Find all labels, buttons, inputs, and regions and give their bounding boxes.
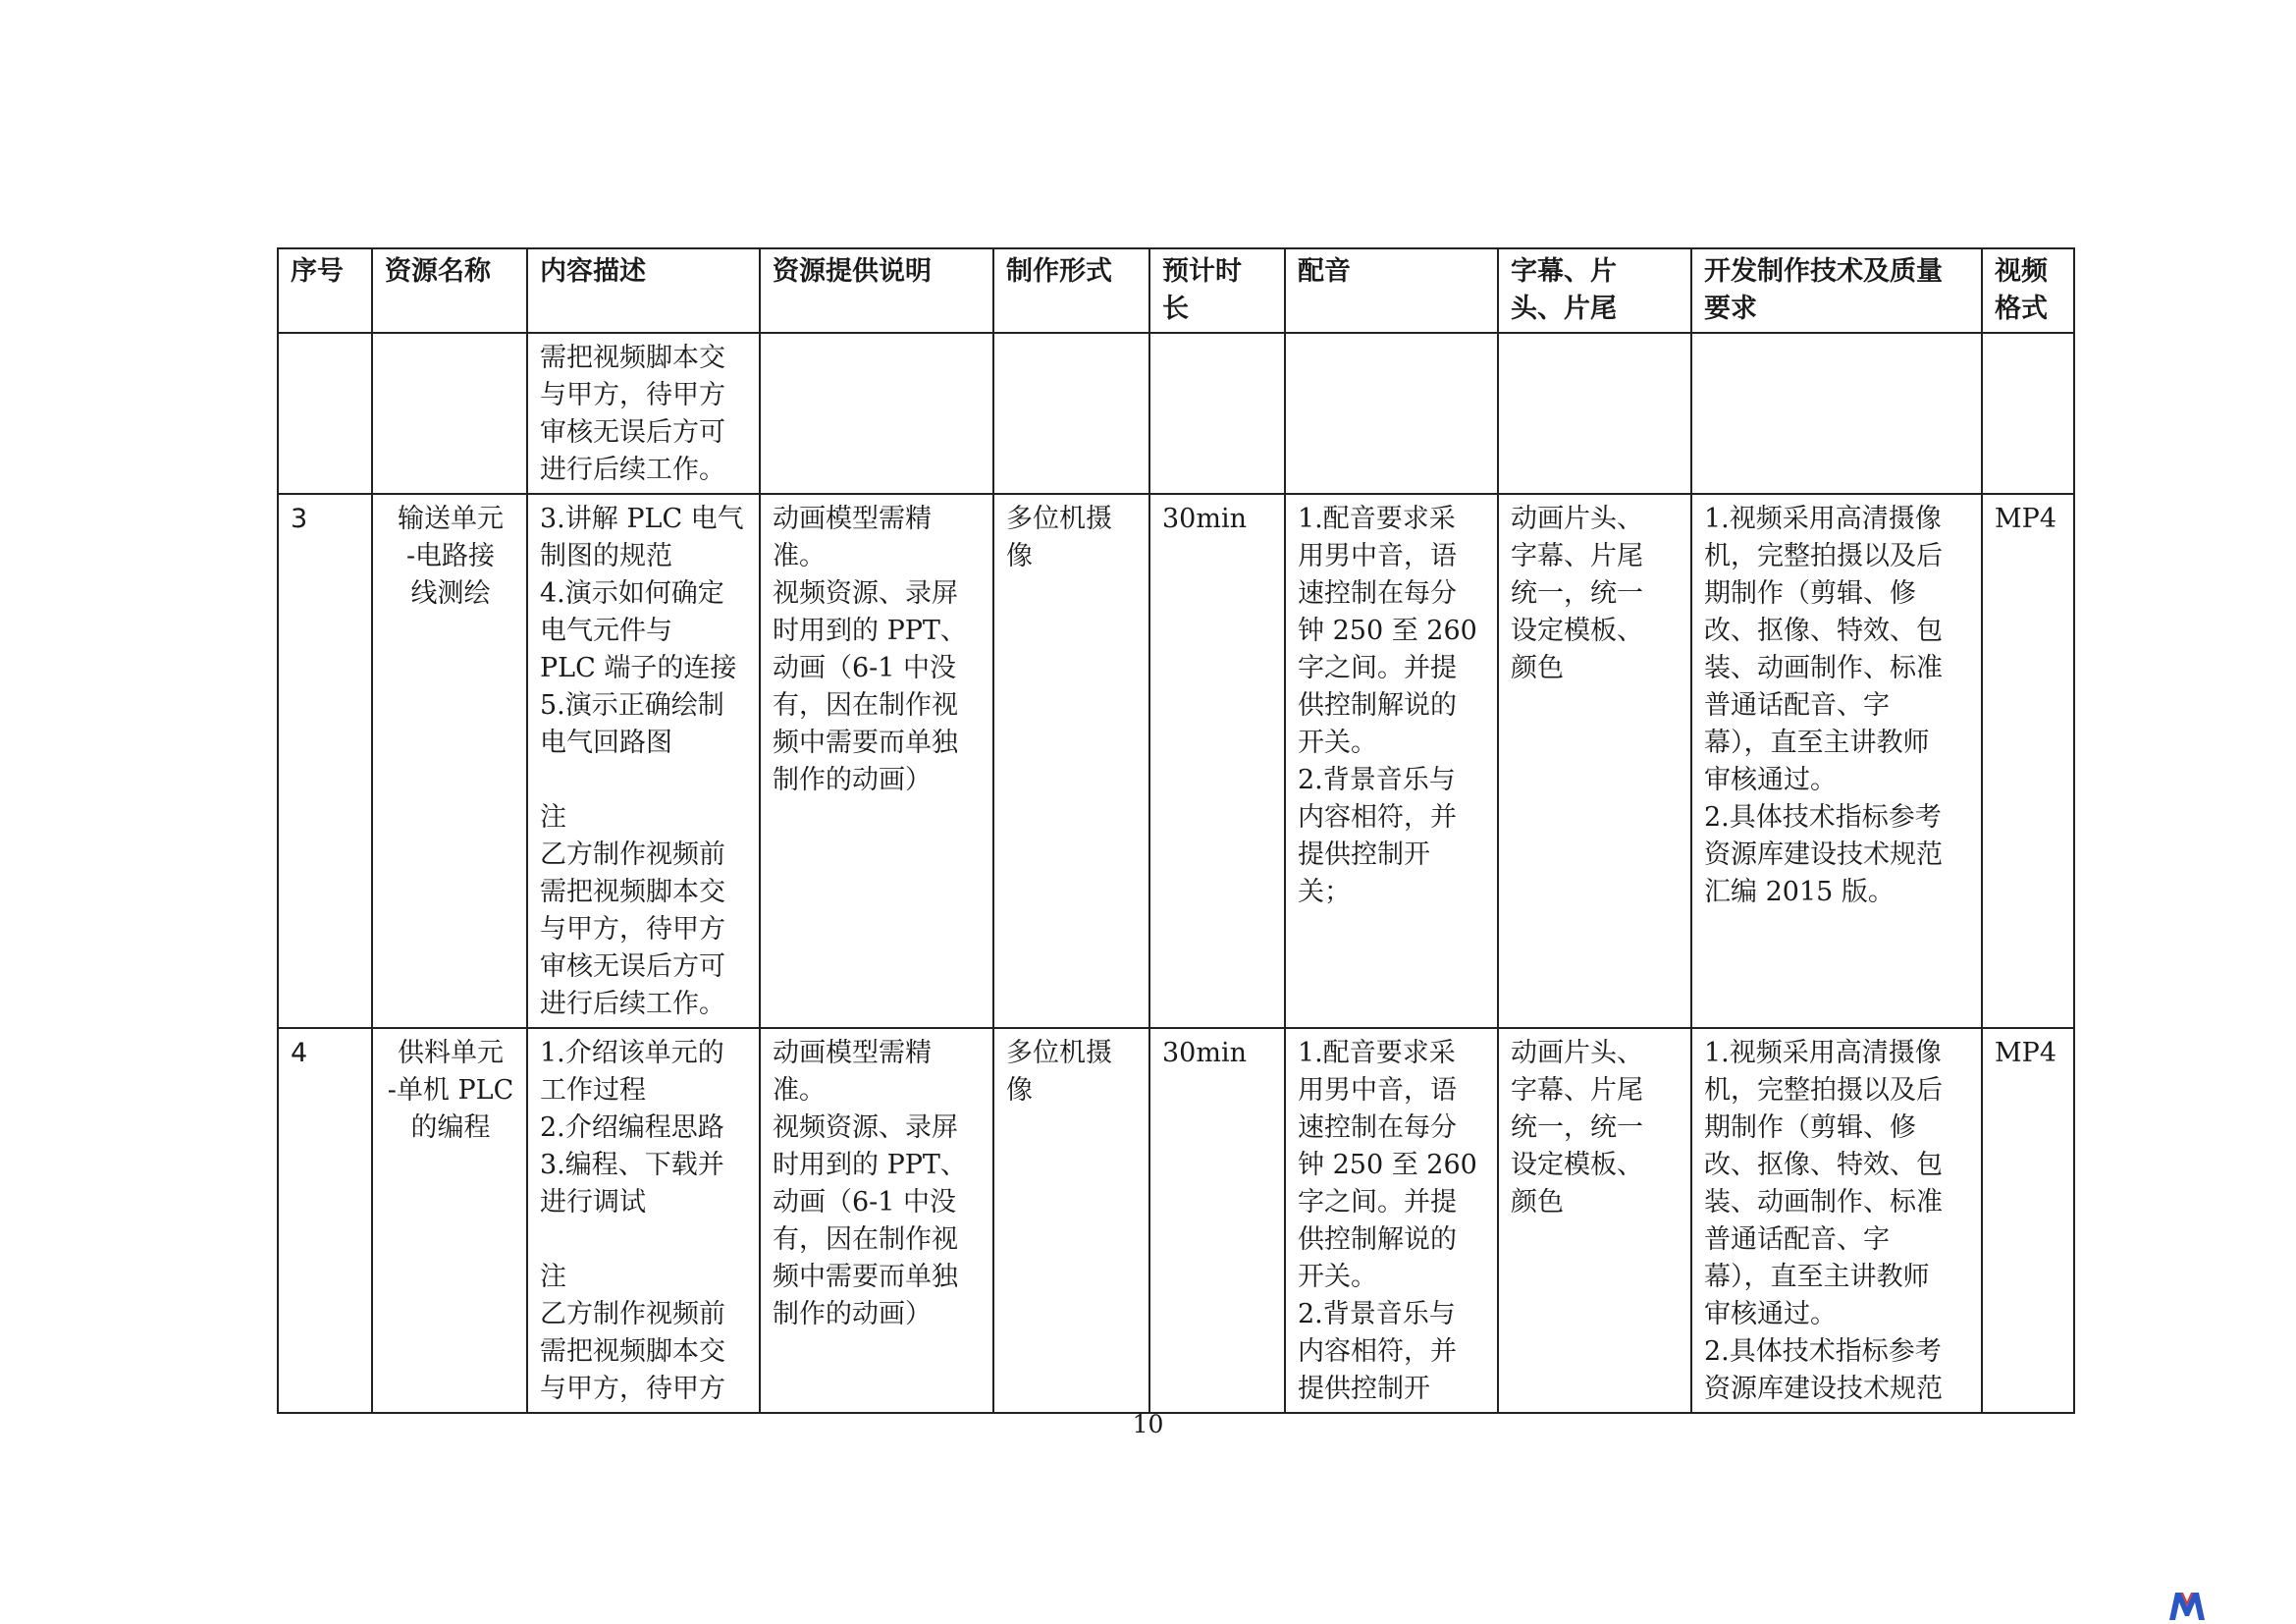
header-cell-subtitle: 字幕、片 头、片尾 <box>1498 248 1691 333</box>
table-row <box>278 1028 2074 1413</box>
table-row <box>278 494 2074 1028</box>
resource-table <box>277 247 2075 1414</box>
header-cell-provide: 资源提供说明 <box>760 248 993 333</box>
cell-num: 4 <box>278 1028 372 1413</box>
cell-num: 3 <box>278 494 372 1028</box>
header-cell-voice: 配音 <box>1285 248 1498 333</box>
cell-format <box>1982 333 2074 494</box>
header-cell-duration: 预计时 长 <box>1149 248 1285 333</box>
cell-num <box>278 333 372 494</box>
cell-duration: 30min <box>1149 1028 1285 1413</box>
cell-subtitle <box>1498 333 1691 494</box>
header-cell-name: 资源名称 <box>372 248 527 333</box>
cell-desc: 需把视频脚本交 与甲方，待甲方 审核无误后方可 进行后续工作。 <box>527 333 760 494</box>
cell-provide <box>760 333 993 494</box>
corner-logo-icon <box>2167 1589 2207 1622</box>
cell-name <box>372 333 527 494</box>
cell-tech: 1.视频采用高清摄像 机，完整拍摄以及后 期制作（剪辑、修 改、抠像、特效、包 装、动画制作、标准 普通话配音、字 幕），直至主讲教师 审核通过。 2.具体技术指标参考 资源库建设技术规范 <box>1691 1028 1982 1413</box>
cell-format: MP4 <box>1982 494 2074 1028</box>
cell-form: 多位机摄 像 <box>993 494 1149 1028</box>
cell-form: 多位机摄 像 <box>993 1028 1149 1413</box>
cell-tech <box>1691 333 1982 494</box>
cell-name: 输送单元 -电路接 线测绘 <box>372 494 527 1028</box>
cell-provide: 动画模型需精 准。 视频资源、录屏 时用到的 PPT、 动画（6-1 中没 有，因在制作视 频中需要而单独 制作的动画） <box>760 494 993 1028</box>
cell-tech: 1.视频采用高清摄像 机，完整拍摄以及后 期制作（剪辑、修 改、抠像、特效、包 装、动画制作、标准 普通话配音、字 幕），直至主讲教师 审核通过。 2.具体技术指标参考 资源库建设技术规范 汇编 2015 版。 <box>1691 494 1982 1028</box>
cell-subtitle: 动画片头、 字幕、片尾 统一，统一 设定模板、 颜色 <box>1498 1028 1691 1413</box>
cell-duration: 30min <box>1149 494 1285 1028</box>
page-number: 10 <box>1132 1410 1164 1438</box>
header-cell-form: 制作形式 <box>993 248 1149 333</box>
cell-voice: 1.配音要求采 用男中音，语 速控制在每分 钟 250 至 260 字之间。并提 供控制解说的 开关。 2.背景音乐与 内容相符，并 提供控制开 <box>1285 1028 1498 1413</box>
cell-voice <box>1285 333 1498 494</box>
header-cell-num: 序号 <box>278 248 372 333</box>
cell-provide: 动画模型需精 准。 视频资源、录屏 时用到的 PPT、 动画（6-1 中没 有，因在制作视 频中需要而单独 制作的动画） <box>760 1028 993 1413</box>
cell-format: MP4 <box>1982 1028 2074 1413</box>
cell-subtitle: 动画片头、 字幕、片尾 统一，统一 设定模板、 颜色 <box>1498 494 1691 1028</box>
table-header-row <box>278 248 2074 333</box>
cell-desc: 3.讲解 PLC 电气 制图的规范 4.演示如何确定 电气元件与 PLC 端子的连接 5.演示正确绘制 电气回路图 注 乙方制作视频前 需把视频脚本交 与甲方，待甲方 审核无误后方可 进行后续工作。 <box>527 494 760 1028</box>
cell-duration <box>1149 333 1285 494</box>
cell-name: 供料单元 -单机 PLC 的编程 <box>372 1028 527 1413</box>
table-row <box>278 333 2074 494</box>
header-cell-desc: 内容描述 <box>527 248 760 333</box>
header-cell-format: 视频 格式 <box>1982 248 2074 333</box>
cell-desc: 1.介绍该单元的 工作过程 2.介绍编程思路 3.编程、下载并 进行调试 注 乙方制作视频前 需把视频脚本交 与甲方，待甲方 <box>527 1028 760 1413</box>
header-cell-tech: 开发制作技术及质量 要求 <box>1691 248 1982 333</box>
cell-form <box>993 333 1149 494</box>
cell-voice: 1.配音要求采 用男中音，语 速控制在每分 钟 250 至 260 字之间。并提 供控制解说的 开关。 2.背景音乐与 内容相符，并 提供控制开 关； <box>1285 494 1498 1028</box>
